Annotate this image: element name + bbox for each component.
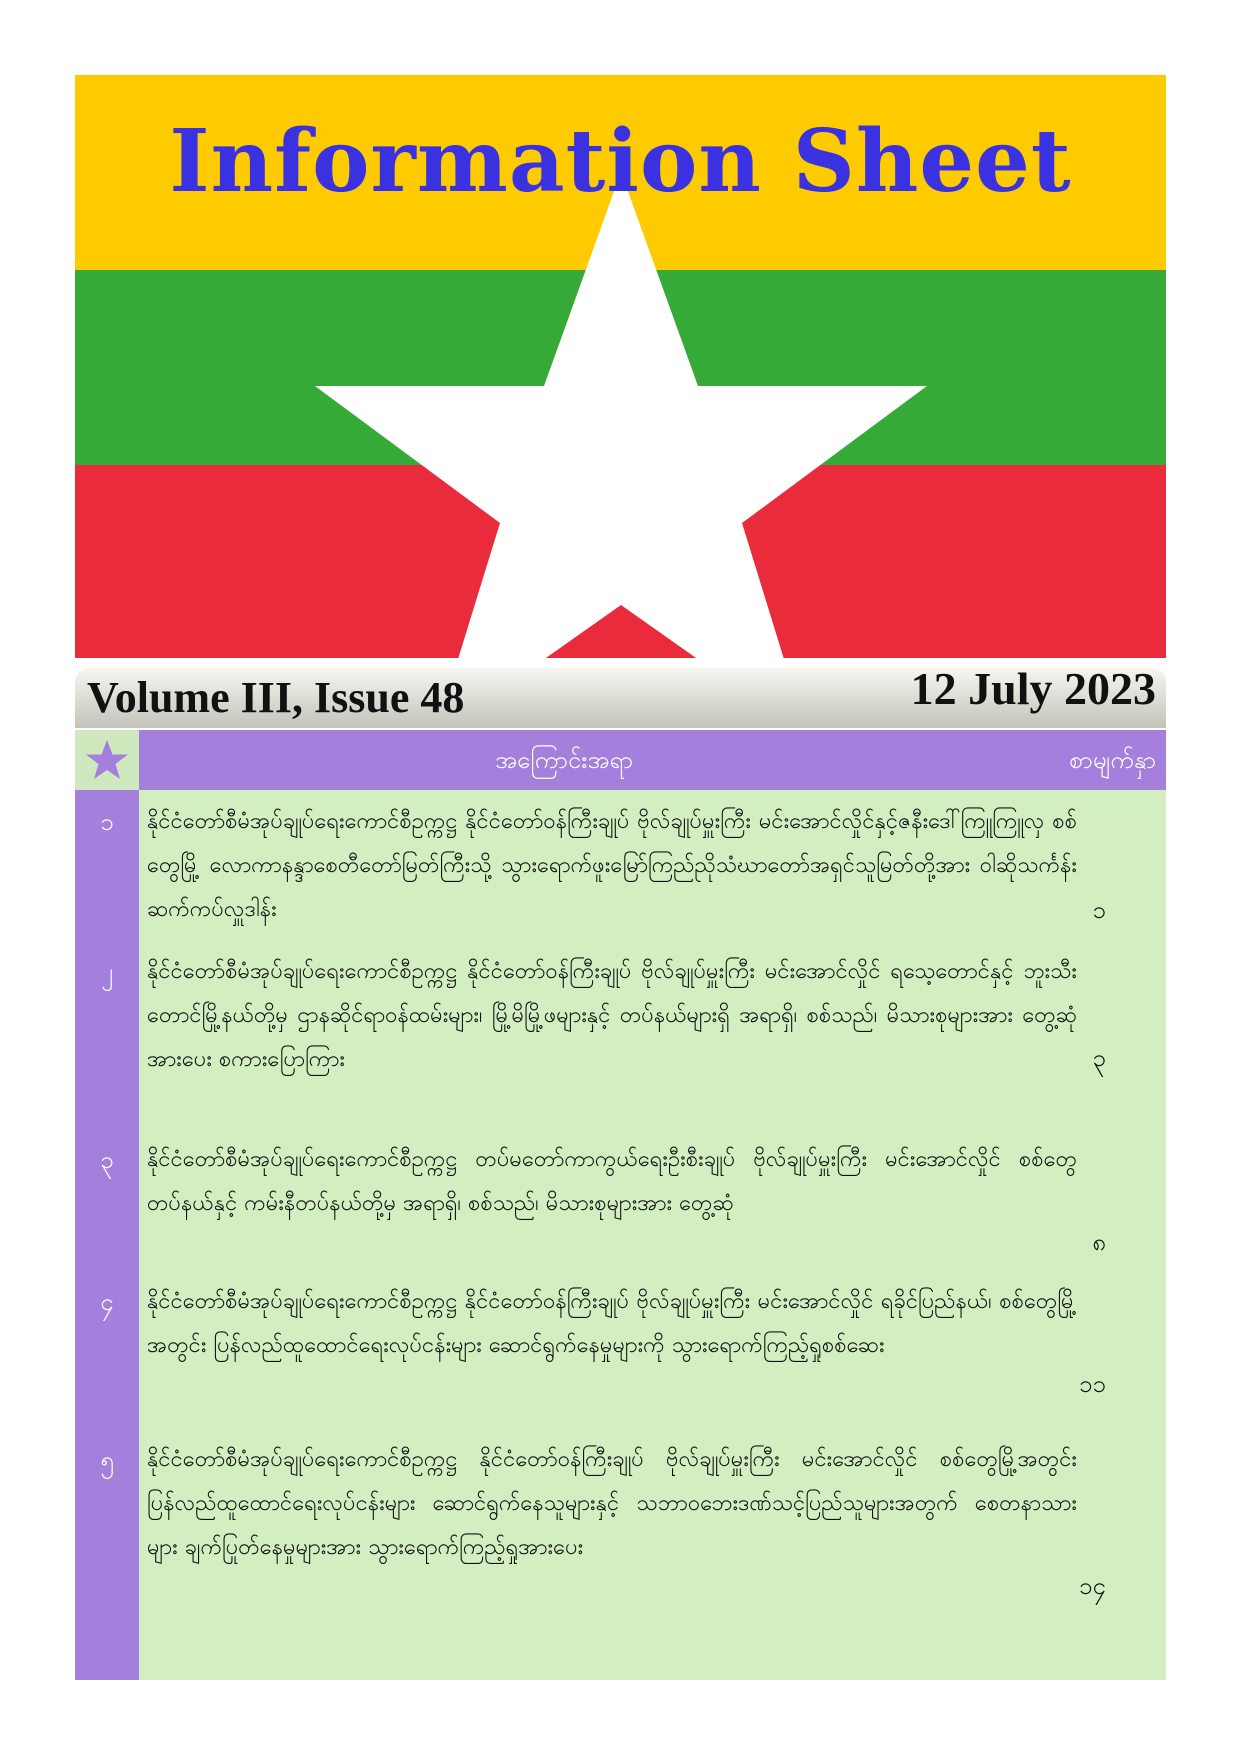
toc-entry-number: ၅ — [100, 1446, 114, 1474]
toc-entry-page: ၈ — [1092, 1228, 1106, 1256]
issue-bar — [75, 663, 1166, 728]
toc-number-column — [75, 790, 139, 1680]
toc-header-icon-cell — [75, 730, 139, 790]
issue-volume: Volume III, Issue 48 — [87, 673, 465, 722]
toc-entry-text: နိုင်ငံတော်စီမံအုပ်ချုပ်ရေးကောင်စီဥက္ကဋ္ဌ နိုင်ငံတော်ဝန်ကြီးချုပ် ဗိုလ်ချုပ်မှူးကြီး မင်းအောင်လှိုင် ရသေ့တောင်နှင့် ဘူးသီးတောင်မြို့နယ်တို့မှ ဌာနဆိုင်ရာဝန်ထမ်းများ၊ မြို့မိမြို့ဖများနှင့် တပ်နယ်များရှိ အရာရှိ၊ စစ်သည်၊ မိသားစုများအား တွေ့ဆုံအားပေး စကားပြောကြား — [147, 959, 1077, 1072]
issue-date: 12 July 2023 — [910, 663, 1156, 714]
toc-entry-page: ၁ — [1092, 896, 1106, 924]
toc-entry-page: ၁၁ — [1079, 1370, 1106, 1398]
toc-header-title: အကြောင်းအရာ — [495, 746, 633, 774]
toc-entry-page: ၁၄ — [1079, 1572, 1106, 1600]
toc-entry-page: ၃ — [1092, 1044, 1106, 1072]
toc-entry-number: ၄ — [100, 1288, 114, 1316]
toc-header-page: စာမျက်နှာ — [1069, 746, 1156, 774]
toc-entry-text: နိုင်ငံတော်စီမံအုပ်ချုပ်ရေးကောင်စီဥက္ကဋ္ဌ နိုင်ငံတော်ဝန်ကြီးချုပ် ဗိုလ်ချုပ်မှူးကြီး မင်းအောင်လှိုင် စစ်တွေမြို့အတွင်း ပြန်လည်ထူထောင်ရေးလုပ်ငန်းများ ဆောင်ရွက်နေသူများနှင့် သဘာဝဘေးဒဏ်သင့်ပြည်သူများအတွက် စေတနာသားများ ချက်ပြုတ်နေမှုများအား သွားရောက်ကြည့်ရှုအားပေး — [147, 1447, 1077, 1560]
toc-entry-number: ၂ — [101, 958, 113, 986]
toc-entry-number: ၁ — [100, 808, 114, 836]
toc-entry-text: နိုင်ငံတော်စီမံအုပ်ချုပ်ရေးကောင်စီဥက္ကဋ္ဌ တပ်မတော်ကာကွယ်ရေးဦးစီးချုပ် ဗိုလ်ချုပ်မှူးကြီး မင်းအောင်လှိုင် စစ်တွေတပ်နယ်နှင့် ကမ်းနီတပ်နယ်တို့မှ အရာရှိ၊ စစ်သည်၊ မိသားစုများအား တွေ့ဆုံ — [147, 1147, 1077, 1216]
toc-entry-text: နိုင်ငံတော်စီမံအုပ်ချုပ်ရေးကောင်စီဥက္ကဋ္ဌ နိုင်ငံတော်ဝန်ကြီးချုပ် ဗိုလ်ချုပ်မှူးကြီး မင်းအောင်လှိုင်နှင့်ဇနီးဒေါ်ကြူကြူလှ စစ်တွေမြို့ လောကာနန္ဒာစေတီတော်မြတ်ကြီးသို့ သွားရောက်ဖူးမြော်ကြည်ညိုသံဃာတော်အရှင်သူမြတ်တို့အား ဝါဆိုသင်္ကန်း ဆက်ကပ်လှူဒါန်း — [147, 809, 1077, 922]
toc-header — [75, 730, 1166, 790]
table-of-contents — [75, 730, 1166, 1680]
toc-entry-number: ၃ — [100, 1146, 114, 1174]
toc-entry-text: နိုင်ငံတော်စီမံအုပ်ချုပ်ရေးကောင်စီဥက္ကဋ္ဌ နိုင်ငံတော်ဝန်ကြီးချုပ် ဗိုလ်ချုပ်မှူးကြီး မင်းအောင်လှိုင် ရခိုင်ပြည်နယ်၊ စစ်တွေမြို့အတွင်း ပြန်လည်ထူထောင်ရေးလုပ်ငန်းများ ဆောင်ရွက်နေမှုများကို သွားရောက်ကြည့်ရှုစစ်ဆေး — [147, 1289, 1077, 1358]
toc-header-title-cell — [139, 730, 1166, 790]
banner-flag — [75, 75, 1166, 658]
banner-title: Information Sheet — [169, 111, 1072, 212]
star-icon — [85, 738, 129, 782]
